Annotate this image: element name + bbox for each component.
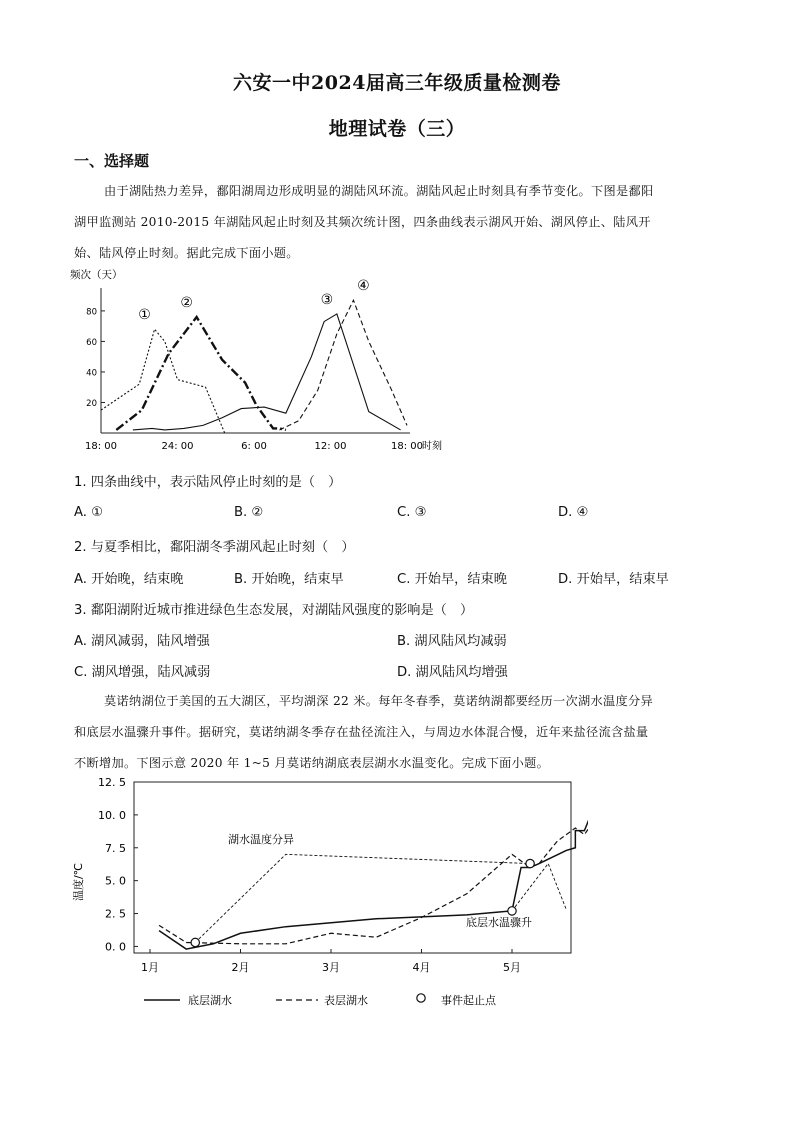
chart1-series-label-3: ③ [320, 291, 334, 308]
chart2-ytick-label: 7. 5 [105, 841, 126, 855]
q3-stem: 3. 鄱阳湖附近城市推进绿色生态发展，对湖陆风强度的影响是（ ） [74, 603, 474, 618]
legend-marker-event [417, 994, 425, 1002]
chart2-ytick-label: 12. 5 [98, 776, 126, 789]
lake-temperature-chart [68, 774, 588, 1014]
chart2-event-marker [191, 938, 199, 946]
chart1-series-label-4: ④ [357, 278, 370, 295]
legend-label-bottom: 底层湖水 [188, 994, 232, 1007]
q2-option-c[interactable]: C. 开始早，结束晚 [397, 572, 507, 587]
chart1-ytick-label: 20 [86, 398, 97, 409]
chart2-ytick-label: 2. 5 [105, 907, 126, 921]
passage2-line1: 莫诺纳湖位于美国的五大湖区，平均湖深 22 米。每年冬春季，莫诺纳湖都要经历一次湖水温度分异 [104, 694, 653, 708]
chart2-annotation-surge: 底层水温骤升 [466, 916, 532, 929]
chart2-xtick-label: 2月 [231, 961, 250, 974]
chart2-xtick-label: 4月 [412, 961, 431, 974]
chart2-annotation-divergence: 湖水温度分异 [228, 833, 294, 846]
chart1-xtick-label: 12: 00 [314, 441, 347, 452]
page-subtitle: 地理试卷（三） [328, 118, 466, 140]
chart2-event-marker [526, 859, 534, 867]
passage2-line2: 和底层水温骤升事件。据研究，莫诺纳湖冬季存在盐径流注入，与周边水体混合慢，近年来盐径流含盐量 [74, 725, 649, 739]
lake-land-breeze-chart [62, 262, 442, 462]
chart2-xtick-label: 1月 [141, 961, 159, 974]
q3-option-b[interactable]: B. 湖风陆风均减弱 [397, 634, 507, 649]
passage1-line2: 湖甲监测站 2010-2015 年湖陆风起止时刻及其频次统计图，四条曲线表示湖风开始、湖风停止、陆风开 [74, 215, 651, 229]
chart1-ytick-label: 80 [86, 307, 97, 318]
q3-option-c[interactable]: C. 湖风增强，陆风减弱 [74, 665, 211, 680]
chart1-xtick-label: 18: 00 [85, 441, 117, 452]
q1-option-b[interactable]: B. ② [234, 505, 264, 520]
q1-option-c[interactable]: C. ③ [397, 505, 427, 520]
passage2-line3: 不断增加。下图示意 2020 年 1~5 月莫诺纳湖底表层湖水水温变化。完成下面小题。 [74, 756, 550, 770]
q2-option-a[interactable]: A. 开始晚，结束晚 [74, 572, 184, 587]
legend-label-event: 事件起止点 [441, 994, 496, 1007]
chart1-ylabel: 频次（天） [70, 269, 123, 281]
chart2-event-marker [508, 907, 516, 915]
chart1-series-label-2: ② [180, 295, 193, 311]
chart2-ytick-label: 10. 0 [98, 808, 126, 822]
q2-stem: 2. 与夏季相比，鄱阳湖冬季湖风起止时刻（ ） [74, 540, 355, 555]
chart1-xtick-label: 6: 00 [241, 441, 267, 452]
legend-label-surface: 表层湖水 [324, 994, 368, 1007]
q1-option-d[interactable]: D. ④ [558, 505, 589, 520]
q3-option-a[interactable]: A. 湖风减弱，陆风增强 [74, 634, 210, 649]
chart1-xtick-label: 18: 00 [391, 441, 423, 452]
passage1-line3: 始、陆风停止时刻。据此完成下面小题。 [74, 246, 299, 260]
chart1-ytick-label: 40 [86, 368, 97, 379]
chart2-xtick-label: 5月 [503, 961, 521, 974]
chart1-series-line-4 [280, 300, 408, 430]
page-title: 六安一中2024届高三年级质量检测卷 [233, 72, 561, 94]
chart1-ytick-label: 60 [86, 337, 97, 348]
chart1-xlabel: 时刻 [422, 441, 442, 452]
chart2-ylabel: 温度/℃ [72, 862, 85, 902]
chart2-legend [144, 993, 497, 1007]
chart1-series-line-3 [133, 314, 401, 430]
q2-option-d[interactable]: D. 开始早，结束早 [558, 572, 669, 587]
passage1-line1: 由于湖陆热力差异，鄱阳湖周边形成明显的湖陆风环流。湖陆风起止时刻具有季节变化。下图是鄱阳 [104, 184, 654, 198]
chart2-ytick-label: 0. 0 [105, 940, 126, 954]
chart2-xtick-label: 3月 [322, 961, 340, 974]
q2-option-b[interactable]: B. 开始晚，结束早 [234, 572, 344, 587]
chart2-divergence-line [195, 854, 530, 942]
q1-stem: 1. 四条曲线中，表示陆风停止时刻的是（ ） [74, 475, 342, 490]
section-heading: 一、选择题 [74, 152, 150, 170]
q1-option-a[interactable]: A. ① [74, 505, 103, 520]
chart1-xtick-label: 24: 00 [161, 441, 194, 452]
chart2-ytick-label: 5. 0 [105, 874, 126, 888]
chart1-series-line-1 [101, 329, 225, 433]
q3-option-d[interactable]: D. 湖风陆风均增强 [397, 665, 508, 680]
chart1-series-label-1: ① [138, 307, 151, 324]
